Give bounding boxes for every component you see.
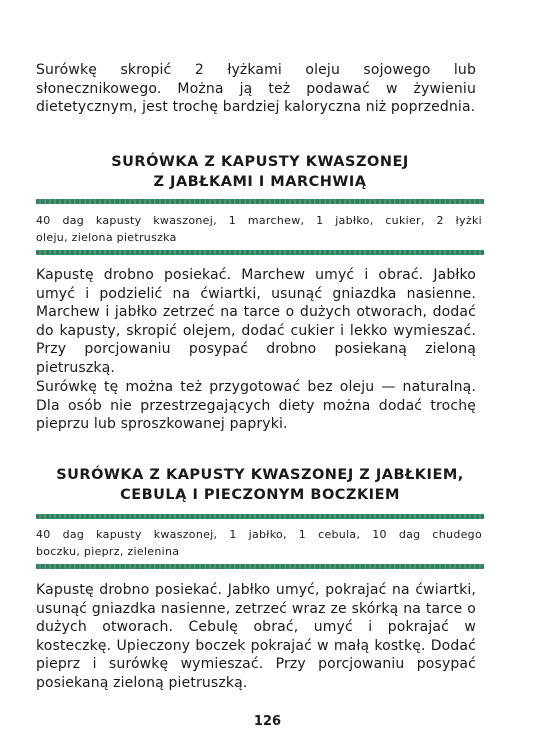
recipe2-ingredients-line1: 40 dag kapusty kwaszonej, 1 jabłko, 1 cebula, 10 dag chudego: [36, 528, 482, 541]
recipe1-bottom-divider: [36, 250, 484, 255]
recipe1-title-line1: SURÓWKA Z KAPUSTY KWASZONEJ: [111, 154, 409, 170]
recipe1-method: Kapustę drobno posiekać. Marchew umyć i obrać. Jabłko umyć i podzielić na ćwiartki, usunąć gniazdka nasienne. Marchew i jabłko zetrzeć na tarce o dużych otworach, dodać do kapusty, skropić olejem, dodać cukier i lekko wymieszać. Przy porcjowaniu posypać drobno posiekaną zieloną pietruszką.: [36, 267, 476, 376]
recipe2-title-line1: SURÓWKA Z KAPUSTY KWASZONEJ Z JABŁKIEM,: [56, 467, 464, 483]
recipe2-top-divider: [36, 514, 484, 519]
recipe2-title: [36, 465, 484, 505]
recipe1-note: Surówkę tę można też przygotować bez oleju — naturalną. Dla osób nie przestrzegających diety można dodać trochę pieprzu lub sproszkowanej papryki.: [36, 379, 476, 433]
recipe2-title-line2: CEBULĄ I PIECZONYM BOCZKIEM: [120, 487, 400, 503]
recipe1-title: [36, 152, 484, 192]
recipe2-ingredients-line2: boczku, pieprz, zielenina: [36, 544, 180, 558]
recipe1-ingredients-line1: 40 dag kapusty kwaszonej, 1 marchew, 1 jabłko, cukier, 2 łyżki: [36, 214, 482, 227]
recipe2-method: Kapustę drobno posiekać. Jabłko umyć, pokrajać na ćwiartki, usunąć gniazdka nasienne, zetrzeć wraz ze skórką na tarce o dużych otworach. Cebulę obrać, umyć i pokrajać w kosteczkę. Upieczony boczek pokrajać w małą kostkę. Dodać pieprz i surówkę wymieszać. Przy porcjowaniu posypać posiekaną zieloną pietruszką.: [36, 582, 476, 691]
recipe2-bottom-divider: [36, 564, 484, 569]
recipe1-ingredients-line2: oleju, zielona pietruszka: [36, 230, 177, 244]
recipe1-top-divider: [36, 199, 484, 204]
recipe1-title-line2: Z JABŁKAMI I MARCHWIĄ: [153, 174, 367, 190]
recipe1-ingredients: [36, 213, 482, 246]
intro-paragraph: Surówkę skropić 2 łyżkami oleju sojowego lub słonecznikowego. Można ją też podawać w żywieniu dietetycznym, jest trochę bardziej kaloryczna niż poprzednia.: [36, 62, 476, 116]
page-number: 126: [253, 714, 282, 729]
recipe2-ingredients: [36, 527, 482, 560]
